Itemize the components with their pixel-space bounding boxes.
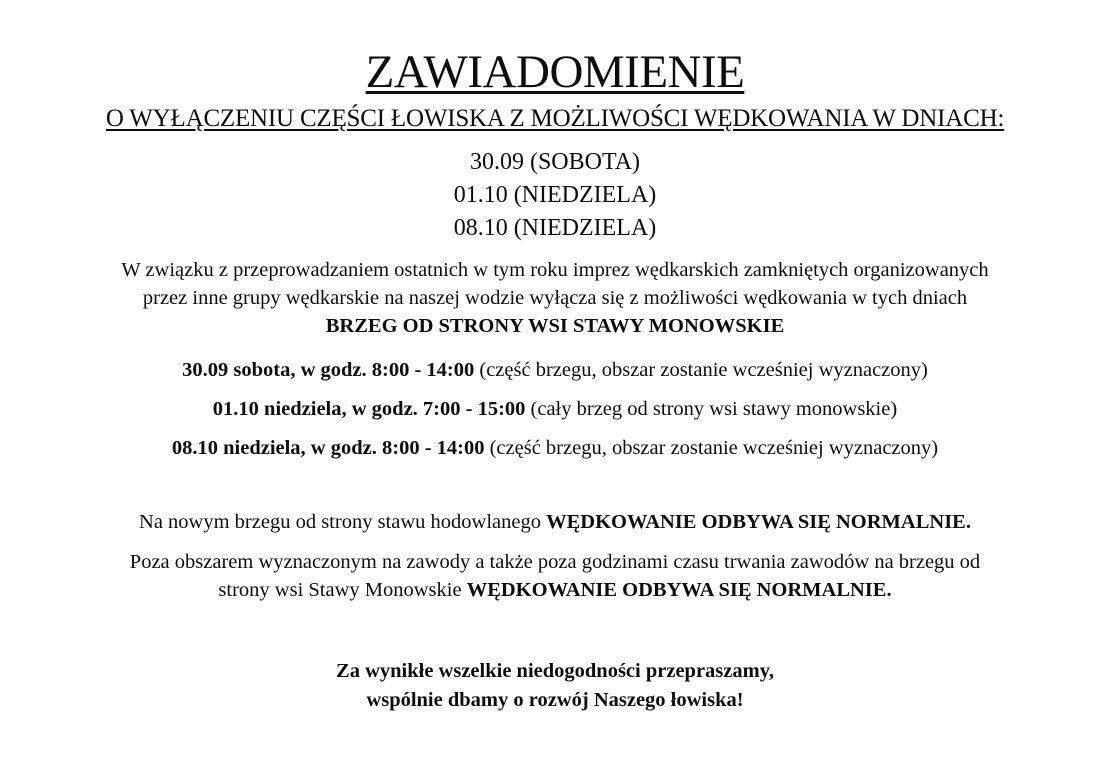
schedule-detail: (część brzegu, obszar zostanie wcześniej wyznaczony) — [474, 359, 928, 381]
schedule-time: 08.10 niedziela, w godz. 8:00 - 14:00 — [171, 437, 485, 459]
closure-date: 08.10 (NIEDZIELA) — [453, 215, 657, 241]
closure-date: 01.10 (NIEDZIELA) — [453, 182, 657, 208]
note-emphasis: WĘDKOWANIE ODBYWA SIĘ NORMALNIE. — [546, 511, 971, 533]
note-line — [0, 576, 1110, 604]
outside-area-note — [0, 548, 1110, 604]
notice-title — [0, 46, 1110, 98]
closing-line: Za wynikłe wszelkie niedogodności przepraszamy, — [336, 660, 774, 682]
note-text: Na nowym brzegu od strony stawu hodowlanego — [139, 511, 547, 533]
schedule-row — [0, 434, 1110, 473]
closure-dates-list — [0, 146, 1110, 245]
schedule-row — [0, 395, 1110, 434]
intro-line: przez inne grupy wędkarskie na naszej wodzie wyłącza się z możliwości wędkowania w tych dniach — [142, 287, 968, 309]
closure-date: 30.09 (SOBOTA) — [469, 149, 641, 175]
intro-paragraph — [0, 256, 1110, 340]
note-text: strony wsi Stawy Monowskie — [218, 579, 467, 601]
note-line: Poza obszarem wyznaczonym na zawody a także poza godzinami czasu trwania zawodów na brzegu od — [129, 551, 981, 573]
new-shore-note — [0, 508, 1110, 536]
notice-subtitle-text: O WYŁĄCZENIU CZĘŚCI ŁOWISKA Z MOŻLIWOŚCI WĘDKOWANIA W DNIACH: — [105, 105, 1005, 132]
intro-line: W związku z przeprowadzaniem ostatnich w tym roku imprez wędkarskich zamkniętych organizowanych — [121, 259, 989, 281]
closure-schedule — [0, 356, 1110, 473]
schedule-time: 30.09 sobota, w godz. 8:00 - 14:00 — [182, 359, 475, 381]
note-emphasis: WĘDKOWANIE ODBYWA SIĘ NORMALNIE. — [466, 579, 892, 601]
affected-shore-heading: BRZEG OD STRONY WSI STAWY MONOWSKIE — [325, 315, 785, 337]
schedule-detail: (cały brzeg od strony wsi stawy monowskie) — [525, 398, 898, 420]
closing-line: wspólnie dbamy o rozwój Naszego łowiska! — [366, 689, 744, 711]
notice-subtitle — [0, 104, 1110, 134]
schedule-time: 01.10 niedziela, w godz. 7:00 - 15:00 — [212, 398, 526, 420]
closing-message — [0, 657, 1110, 715]
schedule-row — [0, 356, 1110, 395]
schedule-detail: (część brzegu, obszar zostanie wcześniej wyznaczony) — [484, 437, 939, 459]
notice-title-text: ZAWIADOMIENIE — [365, 46, 745, 98]
